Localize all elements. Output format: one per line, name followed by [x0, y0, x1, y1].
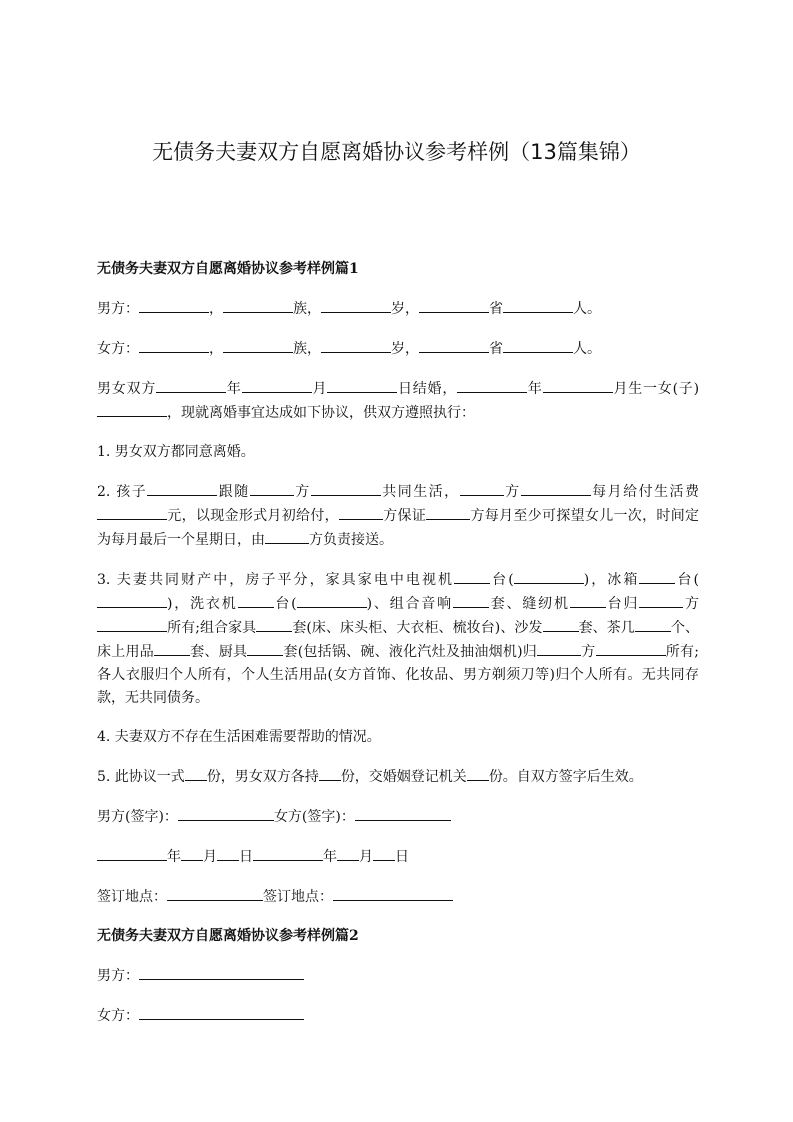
place-label: 签订地点： — [263, 889, 333, 905]
text: 人。 — [573, 341, 601, 357]
blank-field — [319, 765, 341, 781]
male-line-2 — [97, 964, 699, 988]
text: 所有;组合家具 — [167, 620, 257, 636]
place-field[interactable] — [333, 885, 453, 901]
blank-field — [250, 480, 294, 496]
blank-field — [454, 568, 490, 584]
text: 月生一女(子) — [612, 381, 700, 397]
blank-field — [503, 297, 573, 313]
text: 月 — [359, 849, 373, 865]
blank-field — [97, 401, 167, 417]
text: 份，男女双方各持 — [206, 769, 319, 785]
blank-field — [139, 337, 209, 353]
text: 岁， — [391, 341, 419, 357]
blank-field — [639, 592, 683, 608]
text: 3. 夫妻共同财产中，房子平分，家具家电中电视机 — [97, 572, 455, 588]
male-signature-field[interactable] — [178, 805, 274, 821]
text: 方每月至少可探望女儿一次，时间定为每月最后一个星期日，由 — [97, 508, 700, 548]
text: 族， — [293, 341, 321, 357]
text: 人。 — [573, 301, 601, 317]
female-info-line — [97, 337, 699, 361]
text: 台( — [490, 572, 514, 588]
text: 省 — [489, 301, 503, 317]
text: 年 — [527, 381, 543, 397]
blank-field — [217, 845, 239, 861]
place-field[interactable] — [167, 885, 263, 901]
blank-field — [457, 377, 527, 393]
text: )，洗衣机 — [167, 596, 238, 612]
blank-field — [570, 592, 606, 608]
text: 跟随 — [217, 484, 250, 500]
clause-3 — [97, 568, 699, 710]
place-line — [97, 885, 699, 909]
blank-field — [238, 592, 274, 608]
text: 份，交婚姻登记机关 — [340, 769, 467, 785]
text: 5. 此协议一式 — [97, 769, 185, 785]
clause-1: 1. 男女双方都同意离婚。 — [97, 444, 255, 460]
blank-field — [223, 337, 293, 353]
blank-field — [311, 480, 381, 496]
signature-line — [97, 805, 699, 829]
blank-field — [327, 377, 397, 393]
text: 岁， — [391, 301, 419, 317]
text: 日结婚， — [397, 381, 458, 397]
text: 套、茶几 — [578, 620, 635, 636]
blank-field — [97, 592, 167, 608]
text: 方 — [293, 484, 311, 500]
blank-field — [639, 568, 675, 584]
female-line-2 — [97, 1004, 699, 1028]
text: 月 — [311, 381, 328, 397]
text: 共同生活， — [380, 484, 460, 500]
text: 省 — [489, 341, 503, 357]
document-body — [97, 258, 699, 1044]
text: 每月给付生活费 — [590, 484, 700, 500]
blank-field — [503, 337, 573, 353]
text: 台( — [675, 572, 700, 588]
text: 男女双方 — [97, 381, 157, 397]
blank-field — [426, 504, 470, 520]
text: 2. 孩子 — [97, 484, 148, 500]
blank-field — [97, 504, 167, 520]
blank-field — [543, 377, 613, 393]
clause-5 — [97, 765, 699, 789]
text: 族， — [293, 301, 321, 317]
place-label: 签订地点： — [97, 889, 167, 905]
blank-field — [256, 616, 292, 632]
text: 年 — [323, 849, 337, 865]
blank-field — [543, 616, 579, 632]
text: )、组合音响 — [366, 596, 453, 612]
blank-field — [453, 592, 489, 608]
blank-field — [339, 504, 383, 520]
text: )，冰箱 — [583, 572, 640, 588]
male-label: 男方： — [97, 301, 139, 317]
text: 方负责接送。 — [309, 532, 393, 548]
blank-field — [373, 845, 395, 861]
text: 台( — [273, 596, 297, 612]
female-field[interactable] — [139, 1004, 304, 1020]
text: 元，以现金形式月初给付， — [167, 508, 339, 524]
blank-field — [156, 377, 226, 393]
text: ， — [209, 301, 223, 317]
clause-2 — [97, 480, 699, 552]
female-label: 女方： — [97, 1008, 139, 1024]
female-signature-label: 女方(签字)： — [273, 809, 355, 825]
blank-field — [253, 845, 323, 861]
text: 套(包括锅、碗、液化汽灶及抽油烟机)归 — [283, 644, 538, 660]
male-signature-label: 男方(签字)： — [97, 809, 178, 825]
female-label: 女方： — [97, 341, 139, 357]
text: 套(床、床头柜、大衣柜、梳妆台)、沙发 — [292, 620, 543, 636]
blank-field — [521, 480, 591, 496]
blank-field — [242, 377, 312, 393]
blank-field — [467, 765, 489, 781]
section-heading-2: 无债务夫妻双方自愿离婚协议参考样例篇2 — [97, 928, 359, 944]
intro-paragraph — [97, 377, 699, 425]
blank-field — [337, 845, 359, 861]
blank-field — [147, 480, 217, 496]
blank-field — [154, 640, 190, 656]
blank-field — [185, 765, 207, 781]
blank-field — [537, 640, 581, 656]
document-title: 无债务夫妻双方自愿离婚协议参考样例（13篇集锦） — [152, 140, 641, 164]
blank-field — [223, 297, 293, 313]
text: ，现就离婚事宜达成如下协议，供双方遵照执行： — [167, 405, 475, 421]
blank-field — [181, 845, 203, 861]
date-line — [97, 845, 699, 869]
text: 方保证 — [382, 508, 427, 524]
blank-field — [297, 592, 367, 608]
text: 方 — [683, 596, 700, 612]
text: 日 — [395, 849, 409, 865]
blank-field — [419, 337, 489, 353]
text: ， — [209, 341, 223, 357]
text: 方 — [581, 644, 596, 660]
clause-4: 4. 夫妻双方不存在生活困难需要帮助的情况。 — [97, 729, 381, 745]
text: 台归 — [605, 596, 640, 612]
text: 月 — [203, 849, 217, 865]
blank-field — [419, 297, 489, 313]
blank-field — [97, 616, 167, 632]
blank-field — [247, 640, 283, 656]
text: 年 — [167, 849, 181, 865]
female-signature-field[interactable] — [355, 805, 451, 821]
text: 方 — [503, 484, 521, 500]
text: 所有;各人衣服归个人所有，个人生活用品(女方首饰、化妆品、男方剃须刀等)归个人所有。无共同存款，无共同债务。 — [97, 644, 700, 706]
text: 套、缝纫机 — [488, 596, 570, 612]
text: 套、厨具 — [189, 644, 248, 660]
blank-field — [265, 528, 309, 544]
blank-field — [596, 640, 666, 656]
blank-field — [460, 480, 504, 496]
blank-field — [635, 616, 671, 632]
blank-field — [321, 297, 391, 313]
blank-field — [321, 337, 391, 353]
male-field[interactable] — [139, 964, 304, 980]
blank-field — [97, 845, 167, 861]
text: 年 — [226, 381, 242, 397]
section-heading-1: 无债务夫妻双方自愿离婚协议参考样例篇1 — [97, 261, 359, 277]
male-info-line — [97, 297, 699, 321]
male-label: 男方： — [97, 968, 139, 984]
blank-field — [514, 568, 584, 584]
text: 个、床上用品 — [97, 620, 700, 660]
text: 份。自双方签字后生效。 — [488, 769, 643, 785]
blank-field — [139, 297, 209, 313]
text: 日 — [239, 849, 253, 865]
